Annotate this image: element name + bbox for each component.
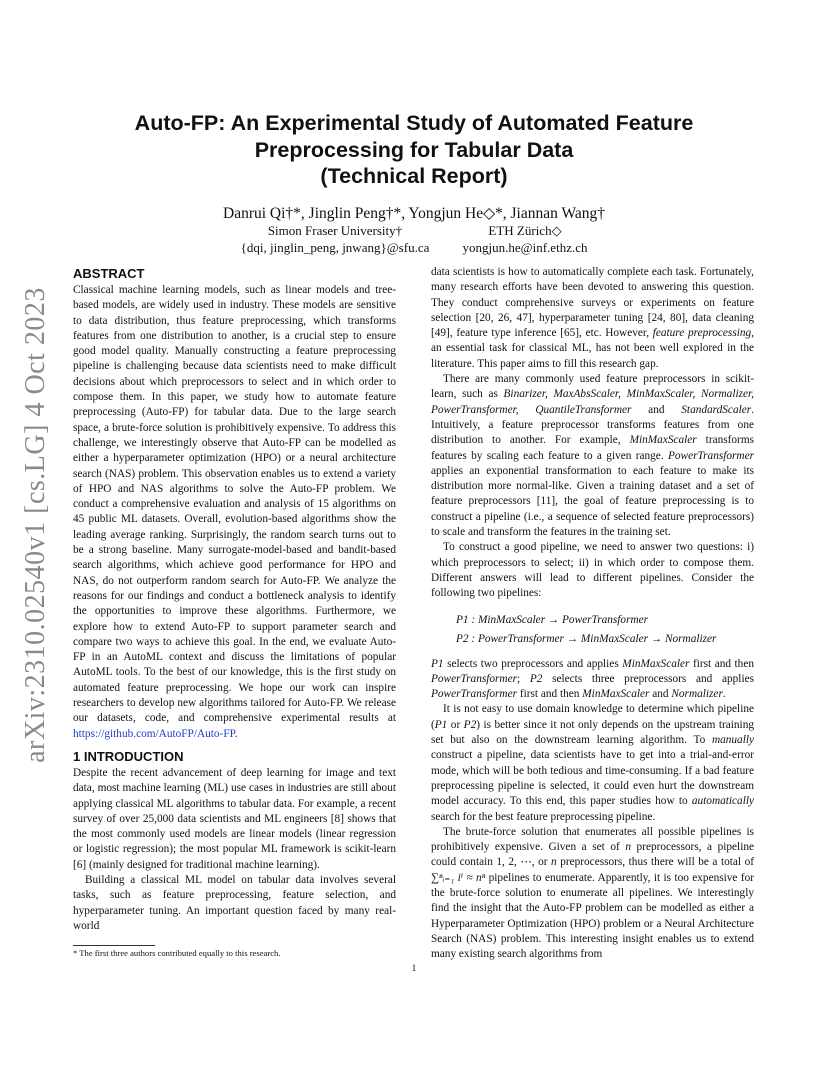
arxiv-identifier: arXiv:2310.02540v1 [cs.LG] 4 Oct 2023	[20, 287, 51, 763]
footnote: * The first three authors contributed equally to this research.	[73, 948, 281, 958]
title-line: (Technical Report)	[320, 164, 508, 188]
email-eth: yongjun.he@inf.ethz.ch	[462, 240, 588, 255]
body-paragraph: data scientists is how to automatically complete each task. Fortunately, many research efforts have been devoted to answering this question. They conduct comprehensive surveys or experiments on feature selection [20, 26, 47], hyperparameter tuning [24, 80], data cleaning [49], feature type inference [65], etc. However, feature preprocessing, an essential task for classical ML, has not been well explored in the literature. This paper aims to fill this research gap.	[431, 266, 754, 370]
abstract-body: Classical machine learning models, such as linear models and tree-based models, are widely used in industry. These models are sensitive to data distribution, thus feature preprocessing, which transforms features from one distribution to another, is a crucial step to ensure good model quality. Manually constructing a feature preprocessing pipeline is challenging because data scientists need to make difficult decisions about which preprocessors to select and in which order to compose them. In this paper, we study how to automate feature preprocessing (Auto-FP) for tabular data. Due to the large search space, a brute-force solution is prohibitively expensive. To address this challenge, we interestingly observe that Auto-FP can be modelled as either a hyperparameter optimization (HPO) or a neural architecture search (NAS) problem. This observation enables us to extend a variety of HPO and NAS algorithms to solve the Auto-FP problem. We conduct a comprehensive evaluation and analysis of 15 algorithms on 45 public ML datasets. Overall, evolution-based algorithms show the leading average ranking. Surprisingly, the random search turns out to be a strong baseline. Many surrogate-model-based and bandit-based search algorithms, which achieve good performance for HPO and NAS, do not outperform random search for Auto-FP. We analyze the reasons for our findings and conduct a bottleneck analysis to identify the opportunities to improve these algorithms. Furthermore, we explore how to extend Auto-FP to support parameter search and compare two ways to achieve this goal. In the end, we evaluate Auto-FP in an AutoML context and discuss the limitations of popular AutoML tools. To the best of our knowledge, this is the first study on automated feature preprocessing. We hope our work can inspire researchers to develop new algorithms tailored for Auto-FP. We release our datasets, code, and comprehensive experimental results at https://github.com/AutoFP/Auto-FP.	[73, 284, 396, 740]
affiliation-sfu: Simon Fraser University†	[267, 223, 403, 238]
title-line: Auto-FP: An Experimental Study of Automated Feature	[134, 111, 694, 135]
pipeline-p2: P2 : PowerTransformer → MinMaxScaler → Normalizer	[456, 632, 717, 645]
title-line: Preprocessing for Tabular Data	[254, 137, 574, 162]
introduction-heading: 1 INTRODUCTION	[73, 748, 184, 764]
body-paragraph: There are many commonly used feature preprocessors in scikit-learn, such as Binarizer, MaxAbsScaler, MinMaxScaler, Normalizer, PowerTransformer, QuantileTransformer and StandardScaler. Intuitively, a feature preprocessor transforms features from one distribution to another. For example, MinMaxScaler transforms features by scaling each feature to a given range. PowerTransformer applies an exponential transformation to each feature to make its distribution more normal-like. Given a training dataset and a set of feature preprocessors [11], the goal of feature preprocessing is to construct a pipeline (i.e., a sequence of selected feature preprocessors) to scale and transform the features in the training set.	[431, 373, 755, 539]
page-number: 1	[411, 964, 417, 974]
pipeline-p1: P1 : MinMaxScaler → PowerTransformer	[456, 613, 649, 626]
paper-title	[110, 110, 718, 190]
body-paragraph: P1 selects two preprocessors and applies MinMaxScaler first and then PowerTransformer; P2 selects three preprocessors and applies PowerTransformer first and then MinMaxScaler and Normalizer.	[431, 657, 754, 701]
body-paragraph: The brute-force solution that enumerates all possible pipelines is prohibitively expensive. Given a set of n preprocessors, a pipeline could contain 1, 2, ⋯, or n preprocessors, thus there will be a total of ∑ⁿᵢ₌₁ iⁱ ≈ nⁿ pipelines to enumerate. Apparently, it is too expensive for the brute-force solution to enumerate all pipelines. We interestingly find the insight that the Auto-FP problem can be modelled as either a Hyperparameter Optimization (HPO) problem or a Neural Architecture Search (NAS) problem. This interesting insight enables us to extend many existing search algorithms from	[431, 825, 754, 961]
intro-paragraph: Building a classical ML model on tabular data involves several tasks, such as feature preprocessing, feature selection, and hyperparameter tuning. An important question faced by many real-world	[73, 873, 396, 932]
intro-paragraph: Despite the recent advancement of deep learning for image and text data, most machine learning (ML) use cases in industries are still about applying classical ML algorithms to tabular data. For example, a recent survey of over 25,000 data scientists and ML engineers [8] shows that the most commonly used models are linear models (linear regression or logistic regression); the most popular ML framework is scikit-learn [6] (mainly designed for traditional machine learning).	[73, 766, 396, 871]
body-paragraph: It is not easy to use domain knowledge to determine which pipeline (P1 or P2) is better since it not only depends on the upstream training set but also on the downstream learning algorithm. To manually construct a pipeline, data scientists have to get into a trial-and-error mode, which will be both tedious and time-consuming. If a bad feature preprocessing pipeline is selected, it could even hurt the downstream model accuracy. To this end, this paper studies how to automatically search for the best feature preprocessing pipeline.	[431, 703, 754, 823]
email-sfu: {dqi, jinglin_peng, jnwang}@sfu.ca	[240, 240, 430, 255]
body-paragraph: To construct a good pipeline, we need to answer two questions: i) which preprocessors to select; ii) in which order to compose them. Different answers will lead to different pipelines. Consider the following two pipelines:	[431, 541, 754, 600]
affiliation-eth: ETH Zürich◇	[488, 223, 562, 238]
abstract-heading: ABSTRACT	[73, 266, 145, 281]
footnote-rule	[73, 945, 155, 946]
repository-link[interactable]: https://github.com/AutoFP/Auto-FP	[73, 727, 235, 740]
pipeline-formulas	[456, 611, 754, 649]
author-list: Danrui Qi†*, Jinglin Peng†*, Yongjun He◇*, Jiannan Wang†	[223, 205, 605, 222]
right-column	[431, 265, 754, 962]
left-column	[73, 265, 396, 934]
